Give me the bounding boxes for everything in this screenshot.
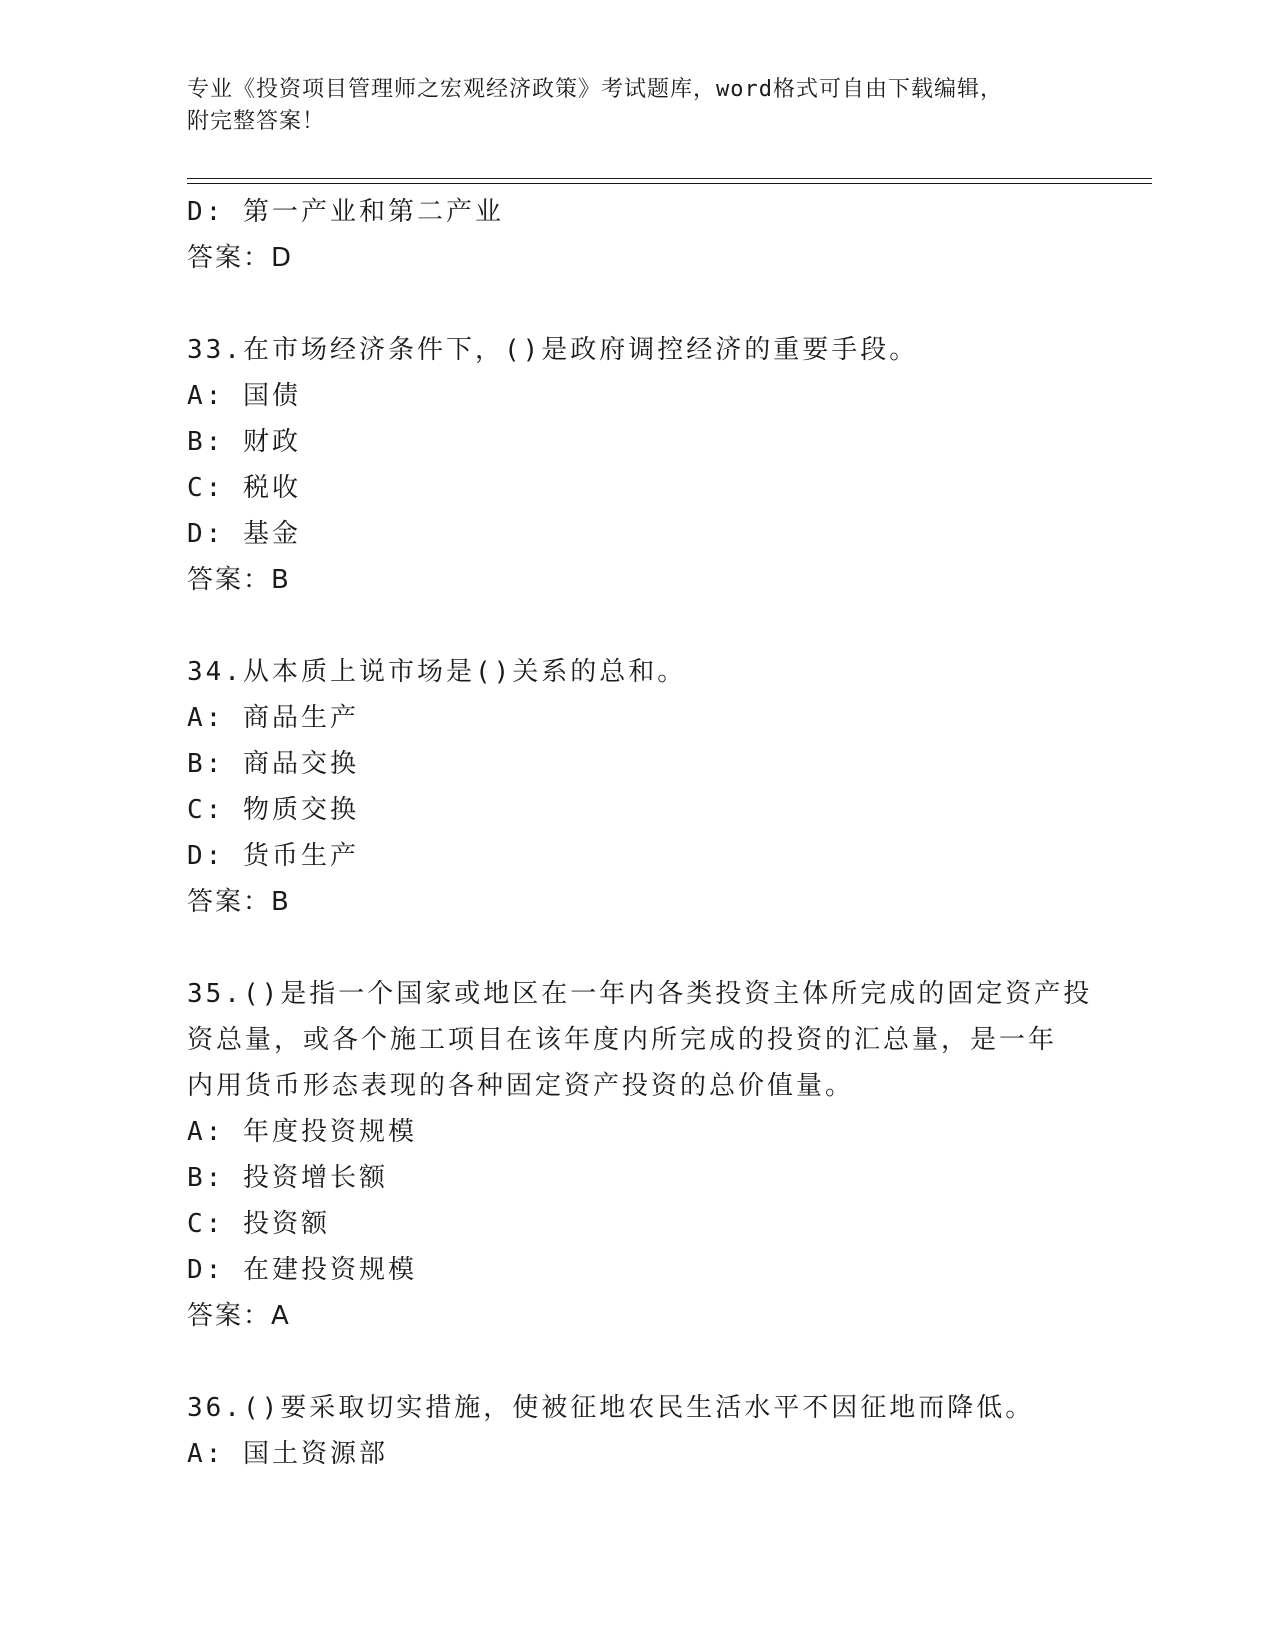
header-divider-bottom — [187, 183, 1152, 184]
header-line-2: 附完整答案！ — [187, 109, 326, 134]
answer: 答案：B — [187, 887, 291, 917]
option-d: D: 第一产业和第二产业 — [187, 197, 504, 227]
option-b: B: 财政 — [187, 427, 301, 457]
question-text-line-2: 资总量，或各个施工项目在该年度内所完成的投资的汇总量，是一年 — [187, 1025, 1058, 1055]
header-line-1: 专业《投资项目管理师之宏观经济政策》考试题库，word格式可自由下载编辑， — [187, 77, 1003, 102]
question-35 — [187, 971, 1093, 1339]
question-33 — [187, 327, 1087, 603]
question-list — [187, 189, 1093, 1477]
option-a: A: 国土资源部 — [187, 1439, 388, 1469]
document-header — [187, 74, 1067, 138]
option-b: B: 投资增长额 — [187, 1163, 388, 1193]
question-36 — [187, 1385, 1087, 1477]
option-c: C: 税收 — [187, 473, 301, 503]
header-divider-top — [187, 178, 1152, 179]
question-text: 36.()要采取切实措施，使被征地农民生活水平不因征地而降低。 — [187, 1393, 1035, 1423]
option-c: C: 投资额 — [187, 1209, 330, 1239]
option-c: C: 物质交换 — [187, 795, 359, 825]
question-text-line-1: 35.()是指一个国家或地区在一年内各类投资主体所完成的固定资产投 — [187, 979, 1093, 1009]
option-d: D: 货币生产 — [187, 841, 359, 871]
answer: 答案：A — [187, 1301, 291, 1331]
answer: 答案：B — [187, 565, 291, 595]
question-text: 33.在市场经济条件下，()是政府调控经济的重要手段。 — [187, 335, 919, 365]
question-34 — [187, 649, 1087, 925]
option-a: A: 年度投资规模 — [187, 1117, 417, 1147]
question-text: 34.从本质上说市场是()关系的总和。 — [187, 657, 687, 687]
question-text-line-3: 内用货币形态表现的各种固定资产投资的总价值量。 — [187, 1071, 855, 1101]
option-a: A: 商品生产 — [187, 703, 359, 733]
answer: 答案：D — [187, 243, 294, 273]
option-b: B: 商品交换 — [187, 749, 359, 779]
option-d: D: 基金 — [187, 519, 301, 549]
option-d: D: 在建投资规模 — [187, 1255, 417, 1285]
option-a: A: 国债 — [187, 381, 301, 411]
previous-question-tail — [187, 189, 1087, 281]
